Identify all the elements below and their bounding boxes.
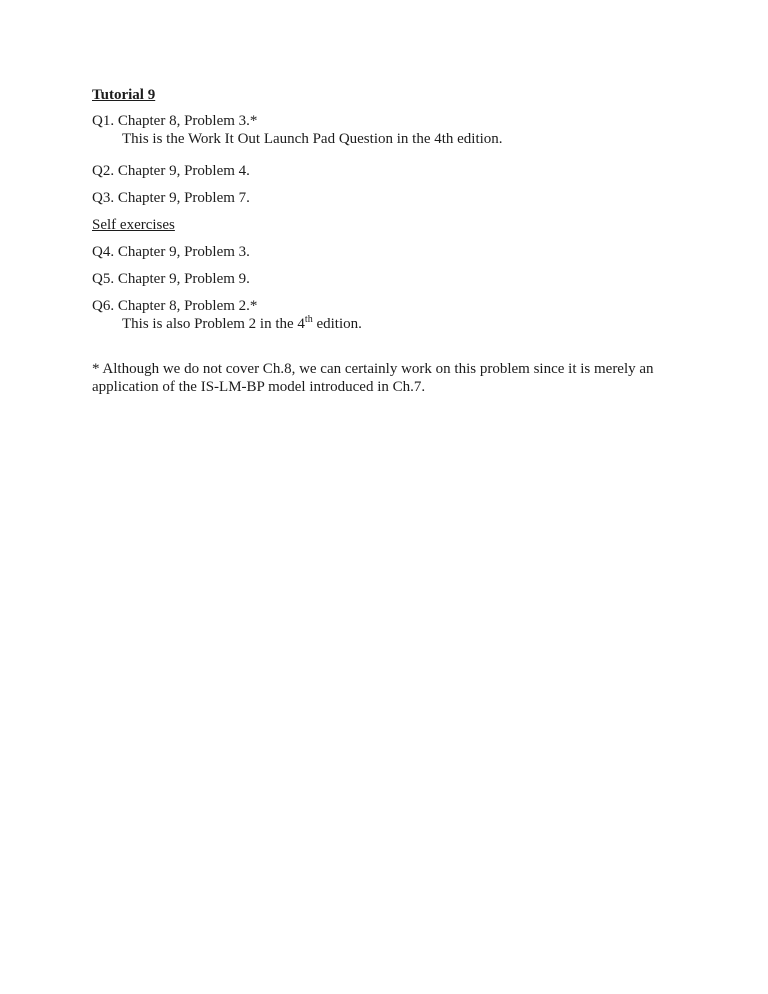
- question-q1-note: This is the Work It Out Launch Pad Question in the 4th edition.: [122, 131, 503, 147]
- question-q5-text: Q5. Chapter 9, Problem 9.: [92, 271, 250, 287]
- question-q1-text: Q1. Chapter 8, Problem 3.*: [92, 113, 258, 129]
- section-heading-self-exercises: Self exercises: [92, 217, 175, 233]
- question-q6: [92, 297, 682, 333]
- question-q3-text: Q3. Chapter 9, Problem 7.: [92, 190, 250, 206]
- footnote-line-2: application of the IS-LM-BP model introduced in Ch.7.: [92, 379, 426, 395]
- question-q6-note-superscript: th: [304, 314, 313, 325]
- question-q4-text: Q4. Chapter 9, Problem 3.: [92, 244, 250, 260]
- question-q2-text: Q2. Chapter 9, Problem 4.: [92, 163, 250, 179]
- question-q2: [92, 162, 682, 180]
- footnote: [92, 360, 682, 396]
- document-title: Tutorial 9: [92, 87, 156, 103]
- question-q6-text: Q6. Chapter 8, Problem 2.*: [92, 298, 258, 314]
- question-q5: [92, 270, 682, 288]
- question-q1: [92, 112, 682, 148]
- footnote-line-1: * Although we do not cover Ch.8, we can certainly work on this problem since it is merely an: [92, 361, 654, 377]
- question-q6-note-suffix: edition.: [312, 316, 362, 332]
- question-q3: [92, 189, 682, 207]
- question-q6-note-prefix: This is also Problem 2 in the 4: [122, 316, 305, 332]
- question-q4: [92, 243, 682, 261]
- question-q6-note: [92, 315, 682, 333]
